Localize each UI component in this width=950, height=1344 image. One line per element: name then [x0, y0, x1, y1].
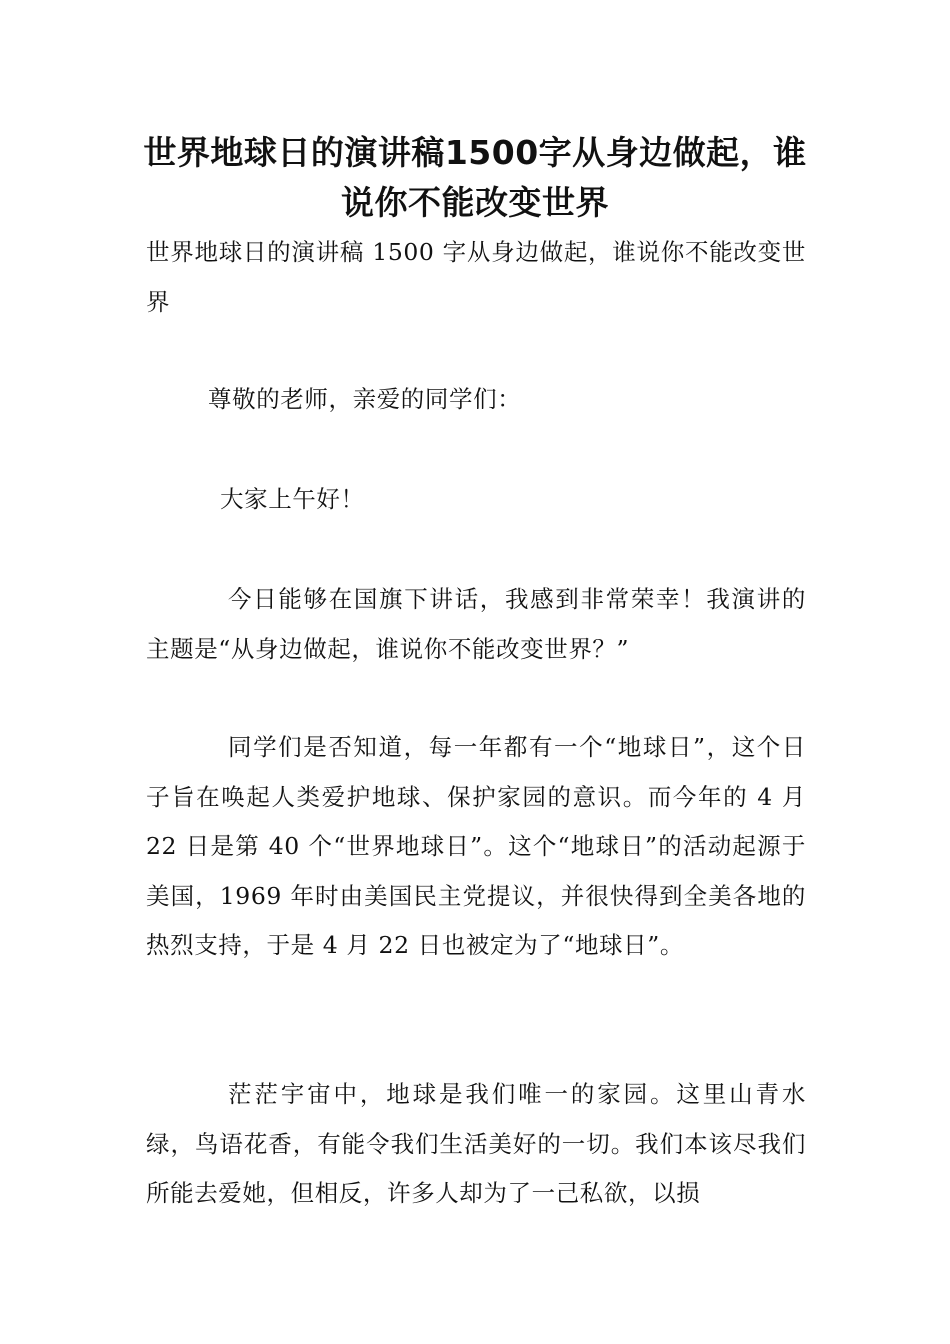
paragraph-earth-day: 同学们是否知道，每一年都有一个“地球日”，这个日子旨在唤起人类爱护地球、保护家园的意识。而今年的 4 月 22 日是第 40 个“世界地球日”。这个“地球日”的活动起源于美国，1969 年时由美国民主党提议，并很快得到全美各地的热烈支持，于是 4 月 22 日也被定为了“地球日”。 [146, 733, 806, 959]
greeting-line: 尊敬的老师，亲爱的同学们： [208, 385, 522, 413]
hello-line: 大家上午好！ [220, 485, 365, 513]
paragraph-home: 茫茫宇宙中，地球是我们唯一的家园。这里山青水绿，鸟语花香，有能令我们生活美好的一切。我们本该尽我们所能去爱她，但相反，许多人却为了一己私欲，以损 [146, 1080, 806, 1207]
paragraph-intro: 今日能够在国旗下讲话，我感到非常荣幸！我演讲的主题是“从身边做起，谁说你不能改变世界？” [146, 585, 806, 663]
document-title: 世界地球日的演讲稿1500字从身边做起，谁说你不能改变世界 [143, 133, 807, 222]
document-subtitle: 世界地球日的演讲稿 1500 字从身边做起，谁说你不能改变世界 [146, 238, 806, 316]
